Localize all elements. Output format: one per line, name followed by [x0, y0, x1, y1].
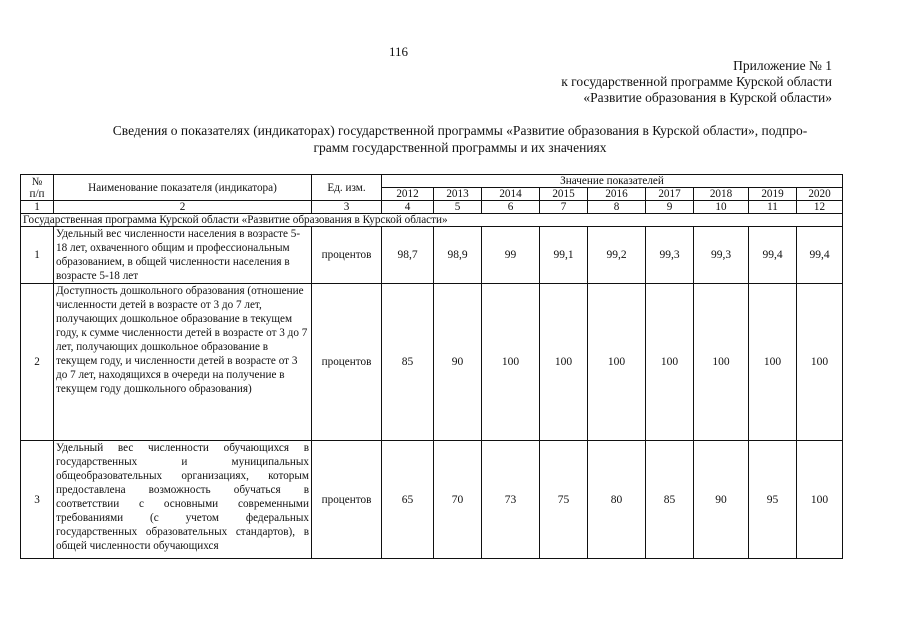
- header-year: 2013: [434, 188, 482, 201]
- header-values-group: Значение показателей: [382, 175, 843, 188]
- value-cell: 98,9: [434, 227, 482, 284]
- value-cell: 99,1: [540, 227, 588, 284]
- value-cell: 100: [540, 284, 588, 441]
- value-cell: 70: [434, 441, 482, 559]
- value-cell: 100: [482, 284, 540, 441]
- document-title-line-2: грамм государственной программы и их значениях: [313, 140, 607, 155]
- column-number: 11: [749, 201, 797, 214]
- header-year: 2019: [749, 188, 797, 201]
- header-num: № п/п: [21, 175, 54, 201]
- table-row: [21, 284, 843, 441]
- column-number: 7: [540, 201, 588, 214]
- header-year: 2015: [540, 188, 588, 201]
- appendix-line-3: «Развитие образования в Курской области»: [583, 90, 832, 105]
- indicators-table: [20, 174, 843, 559]
- value-cell: 100: [797, 441, 843, 559]
- value-cell: 90: [694, 441, 749, 559]
- column-number: 6: [482, 201, 540, 214]
- column-number: 3: [312, 201, 382, 214]
- value-cell: 65: [382, 441, 434, 559]
- column-number-row: [21, 201, 843, 214]
- value-cell: 80: [588, 441, 646, 559]
- value-cell: 99,3: [694, 227, 749, 284]
- section-title: Государственная программа Курской области «Развитие образования в Курской области»: [21, 214, 843, 227]
- column-number: 10: [694, 201, 749, 214]
- appendix-header: [561, 58, 832, 106]
- header-year: 2016: [588, 188, 646, 201]
- table-row: [21, 441, 843, 559]
- appendix-line-1: Приложение № 1: [733, 58, 832, 73]
- document-title-line-1: Сведения о показателях (индикаторах) государственной программы «Развитие образования в Курской области», подпро-: [112, 123, 808, 138]
- value-cell: 75: [540, 441, 588, 559]
- header-unit: Ед. изм.: [312, 175, 382, 201]
- value-cell: 99: [482, 227, 540, 284]
- value-cell: 100: [588, 284, 646, 441]
- value-cell: 99,4: [749, 227, 797, 284]
- column-number: 12: [797, 201, 843, 214]
- indicator-name: Удельный вес численности населения в возрасте 5-18 лет, охваченного общим и профессиональным образованием, в общей численности населения в возрасте 5-18 лет: [54, 227, 312, 284]
- column-number: 1: [21, 201, 54, 214]
- section-row: [21, 214, 843, 227]
- value-cell: 85: [646, 441, 694, 559]
- row-number: 3: [21, 441, 54, 559]
- value-cell: 100: [749, 284, 797, 441]
- value-cell: 90: [434, 284, 482, 441]
- value-cell: 100: [646, 284, 694, 441]
- unit-cell: процентов: [312, 227, 382, 284]
- indicator-name: Доступность дошкольного образования (отношение численности детей в возрасте от 3 до 7 лет, получающих дошкольное образование в текущем году, к сумме численности детей в возрасте от 3 до 7 лет, получающих дошкольное образование в текущем году, и численности детей в возрасте от 3 до 7 лет, находящихся в очереди на получение в текущем году дошкольного образования): [54, 284, 312, 441]
- value-cell: 85: [382, 284, 434, 441]
- header-year: 2020: [797, 188, 843, 201]
- value-cell: 95: [749, 441, 797, 559]
- header-name: Наименование показателя (индикатора): [54, 175, 312, 201]
- indicator-name: Удельный вес численности обучающихся в государственных и муниципальных общеобразовательных организациях, которым предоставлена возможность обучаться в соответствии с основными современными требованиями (с учетом федеральных государственных образовательных стандартов), в общей численности обучающихся: [54, 441, 312, 559]
- value-cell: 99,3: [646, 227, 694, 284]
- header-year: 2012: [382, 188, 434, 201]
- appendix-line-2: к государственной программе Курской области: [561, 74, 832, 89]
- column-number: 2: [54, 201, 312, 214]
- document-title: [80, 122, 840, 156]
- value-cell: 73: [482, 441, 540, 559]
- value-cell: 99,2: [588, 227, 646, 284]
- unit-cell: процентов: [312, 284, 382, 441]
- header-year: 2018: [694, 188, 749, 201]
- header-year: 2014: [482, 188, 540, 201]
- header-year: 2017: [646, 188, 694, 201]
- column-number: 8: [588, 201, 646, 214]
- value-cell: 98,7: [382, 227, 434, 284]
- value-cell: 99,4: [797, 227, 843, 284]
- column-number: 9: [646, 201, 694, 214]
- page-number: 116: [389, 44, 409, 59]
- table-row: [21, 227, 843, 284]
- column-number: 4: [382, 201, 434, 214]
- column-number: 5: [434, 201, 482, 214]
- value-cell: 100: [694, 284, 749, 441]
- value-cell: 100: [797, 284, 843, 441]
- row-number: 2: [21, 284, 54, 441]
- unit-cell: процентов: [312, 441, 382, 559]
- row-number: 1: [21, 227, 54, 284]
